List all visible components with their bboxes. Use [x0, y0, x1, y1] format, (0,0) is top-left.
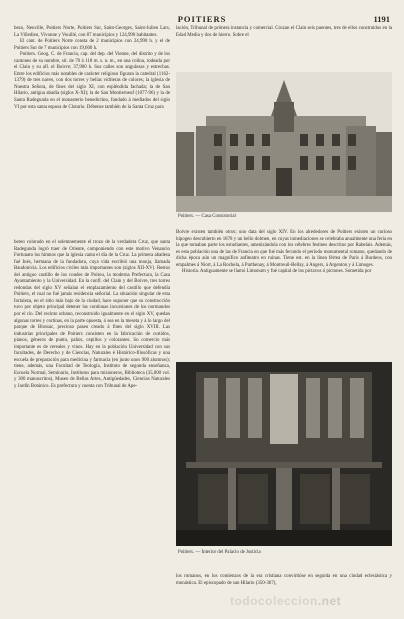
watermark-brand: todocoleccion	[230, 594, 318, 608]
document-page	[10, 6, 394, 596]
running-title: POITIERS	[177, 14, 227, 24]
watermark	[230, 594, 341, 608]
watermark-tld: .net	[317, 594, 342, 608]
figure-caption: Poitiers. — Casa Consistorial	[178, 214, 236, 219]
figure-caption: Poitiers. — Interior del Palacio de Justicia	[178, 550, 261, 555]
town-hall-illustration	[176, 72, 392, 212]
paragraph: lación, Tribunal de primera instancia y comercial. Cruzan el Clain seis puentes, tres de ellos construidos en la Edad Media y dos de hierro. Sobre el	[176, 26, 392, 38]
paragraph: Historia. Antiguamente se llamó Limonum y fué capital de los pictavos ó pictones. Sometida por	[182, 269, 372, 275]
paragraph: Poitiers. Geog. C. de Francia, cap. del dep. del Vienne, del distrito y de los cantones de su nombre, sit. de 70 á 118 m. s. n. m., en una colina, rodeada por el Clain y su afl. el Boivre; 37,900 h. Sus calles son angulosas y estrechas. Entre los edificios más notables de carácter religioso figuran la catedral (1162-1379) de tres naves, con dos torres y bellas vidrieras de colores; la iglesia de Nuestra Señora, de fines del siglo XI, con espléndida fachada; la de San Hilario, antigua abadía (siglos X-XI); la de San Montierneuf (1077-96) y la de Santa Radegunda en el monasterio benedictino, fundado á mediados del siglo VI por esta santa esposa de Clotario. Débense también de la Santa Cruz para	[14, 52, 170, 110]
paragraph: Boivre existen también otros; uno data del siglo XIV. En los alrededores de Poitiers existen un curioso hipogeo descubierto en 1878 y un bello dolmen, en cuyas inmediaciones se celebraba anualmente una feria en la que tomaban parte los estudiantes, amenizándola con los célebres festines descritos por Rabelais. Además, es esta población una de las de Francia en que fué más fecundo el período monumental romano, quedando de dicha época aún un magnífico anfiteatro en ruinas. Tiene est. en la línea férrea de París á Burdeos, con empalmes á Niort, á La Rochela, á Parthenay, á Montreuil-Bellay, á Angers, á Argenton y á Limoges.	[176, 230, 392, 268]
paragraph: El cant. de Poitiers Norte consta de 2 municipios con 24,990 h. y el de Poitiers Sur de 7 municipios con 19,600 h.	[14, 39, 170, 51]
left-column-bottom	[14, 240, 170, 391]
page-number: 1191	[373, 14, 390, 24]
left-column-top	[14, 26, 170, 111]
paragraph: bezo, Neuville, Poitiers Norte, Poitiers Sur, Saint-Georges, Saint-Julien Lars, La Villedieu, Vivonne y Vouillé, con 87 municipios y 124,990 habitantes.	[14, 26, 170, 38]
town-hall-photo	[176, 72, 392, 212]
right-column-bottom	[176, 574, 392, 587]
paragraph: bereo colorado en el solemnemente el trozo de la verdadera Cruz, que santa Radegunda logró traer de Oriente, componiendo con este motivo Venancio Fortunato los himnos que la iglesia canta el día de la Cruz. La primera abadesa fué Inés, hermana de la fundadora, cuya vida escribió una monja, llamada Baudonivia. Los edificios civiles más importantes son (siglos XII-XV). Restos del antiguo castillo de los condes de Poitou, la moderna Prefectura, la Casa Ayuntamiento y la Universidad. En la confl. del Clain y del Boivre, tres torres redondas del siglo XV señalan el emplazamiento del castillo que defendía Poitiers, el cual no fué jamás residencia señorial. La situación singular de esta fortaleza, en el sitio más bajo de la ciudad, hace suponer que su construcción tuvo por objeto principal detener las continuas incursiones de los normandos por el río. Del recinto urbano, reconstruido igualmente en el siglo XV, quedan algunas torres y cortinas, en la parte opuesta, ó sea en la meseta y á lo largo del parque de Blossac, precioso paseo creado á fines del siglo XVIII. Las industrias principales de Poitiers consisten en la fabricación de curtidos, pianos, géneros de punto, paños, cepillos y colorantes. Su comercio más importante es de cereales y vinos. Hay en la población Universidad con sus facultades, de Derecho y de Ciencias, Naturales é Histórico-filosóficas y una escuela de preparación para medicina y farmacia (en junto unos 900 alumnos); tiene, además, una Facultad de Teología, Instituto de segunda enseñanza, Escuela Normal, Seminario, Institutos para misioneros, Biblioteca (35,000 vol. y 300 manuscritos), Museo de Bellas Artes, Antigüedades, Ciencias Naturales y Jardín Botánico. Es prefectura y cuenta con Tribunal de Ape-	[14, 240, 170, 390]
palace-of-justice-photo	[176, 362, 392, 546]
right-column-top	[176, 26, 392, 39]
palace-interior-illustration	[176, 362, 392, 546]
paragraph: los romanos, en los comienzos de la era cristiana convirtióse en seguida en una ciudad eclesiástica y monástica. El episcopado de san Hilario (350-367),	[176, 574, 392, 586]
right-column-middle	[176, 230, 392, 276]
